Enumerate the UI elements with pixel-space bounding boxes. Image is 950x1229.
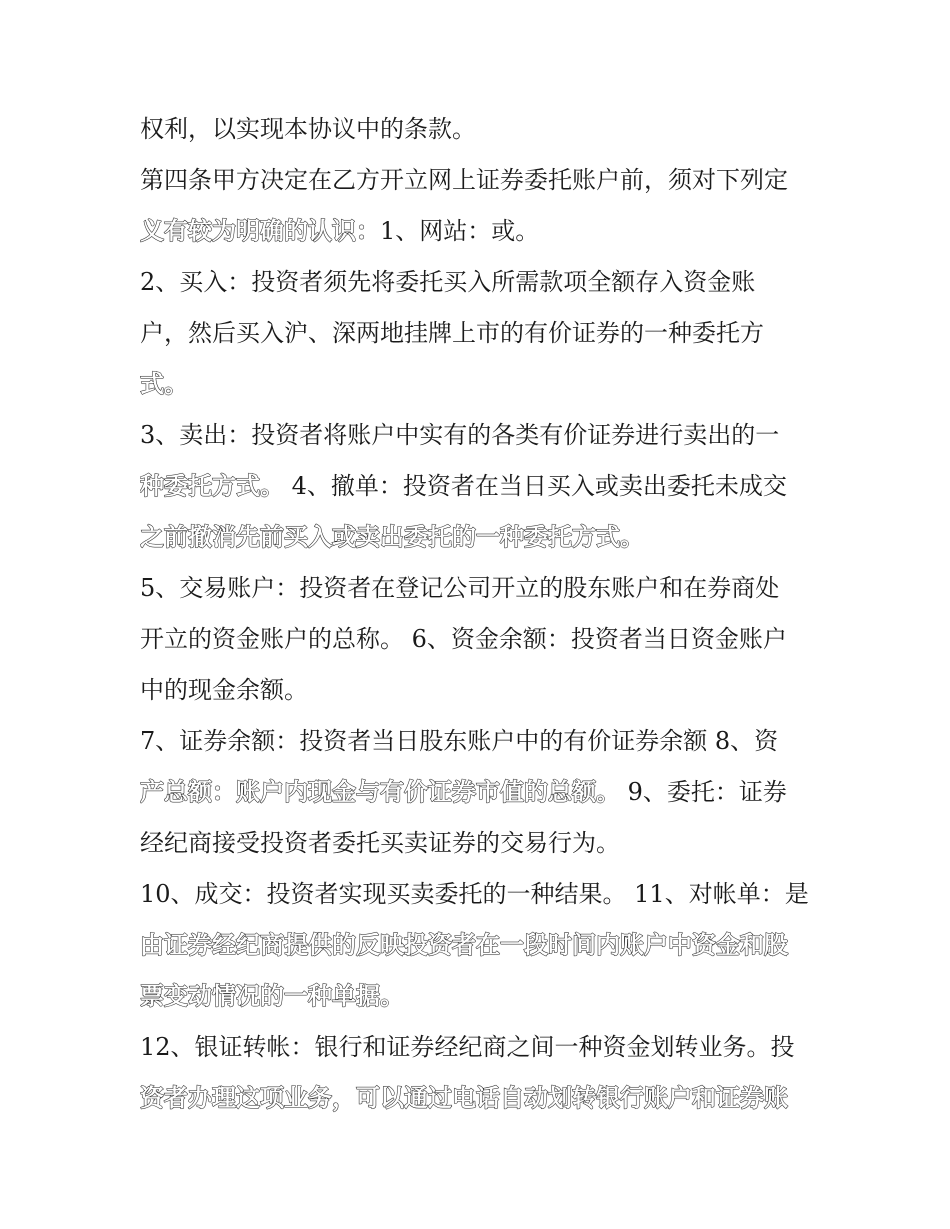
text-line (140, 619, 820, 659)
text-run: 5、交易账户：投资者在登记公司开立的股东账户和在券商处 (140, 574, 780, 602)
text-line (140, 670, 820, 710)
text-run: 中的现金余额。 (140, 676, 308, 704)
text-line (140, 160, 820, 200)
text-line (140, 466, 820, 506)
text-line (140, 976, 820, 1016)
text-line (140, 925, 820, 965)
text-line (140, 313, 820, 353)
text-run: 经纪商接受投资者委托买卖证券的交易行为。 (140, 829, 620, 857)
stylized-text-run: 资者办理这项业务，可以通过电话自动划转银行账户和证券账 (140, 1084, 788, 1112)
text-run: 7、证券余额：投资者当日股东账户中的有价证券余额 8、资 (140, 727, 779, 755)
text-line (140, 517, 820, 557)
text-run: 第四条甲方决定在乙方开立网上证券委托账户前，须对下列定 (140, 166, 788, 194)
text-run: 1、网站：或。 (380, 217, 540, 245)
text-line (140, 1027, 820, 1067)
text-run: 9、委托：证券 (620, 778, 787, 806)
text-run: 12、银证转帐：银行和证券经纪商之间一种资金划转业务。投 (140, 1033, 795, 1061)
text-line (140, 772, 820, 812)
stylized-text-run: 式。 (140, 370, 188, 398)
text-run: 4、撤单：投资者在当日买入或卖出委托未成交 (284, 472, 787, 500)
text-run: 10、成交：投资者实现买卖委托的一种结果。 11、对帐单：是 (140, 880, 809, 908)
text-run: 2、买入：投资者须先将委托买入所需款项全额存入资金账 (140, 268, 756, 296)
text-line (140, 823, 820, 863)
text-run: 开立的资金账户的总称。 6、资金余额：投资者当日资金账户 (140, 625, 787, 653)
text-line (140, 211, 820, 251)
text-line (140, 364, 820, 404)
text-line (140, 568, 820, 608)
stylized-text-run: 之前撤消先前买入或卖出委托的一种委托方式。 (140, 523, 644, 551)
text-line (140, 1078, 820, 1118)
text-run: 权利，以实现本协议中的条款。 (140, 115, 476, 143)
stylized-text-run: 由证券经纪商提供的反映投资者在一段时间内账户中资金和股 (140, 931, 788, 959)
stylized-text-run: 票变动情况的一种单据。 (140, 982, 404, 1010)
stylized-text-run: 产总额：账户内现金与有价证券市值的总额。 (140, 778, 620, 806)
text-run: 户，然后买入沪、深两地挂牌上市的有价证券的一种委托方 (140, 319, 764, 347)
text-line (140, 721, 820, 761)
text-line (140, 109, 820, 149)
text-line (140, 262, 820, 302)
text-run: 3、卖出：投资者将账户中实有的各类有价证券进行卖出的一 (140, 421, 780, 449)
text-line (140, 874, 820, 914)
stylized-text-run: 种委托方式。 (140, 472, 284, 500)
stylized-text-run: 义有较为明确的认识： (140, 217, 380, 245)
text-line (140, 415, 820, 455)
